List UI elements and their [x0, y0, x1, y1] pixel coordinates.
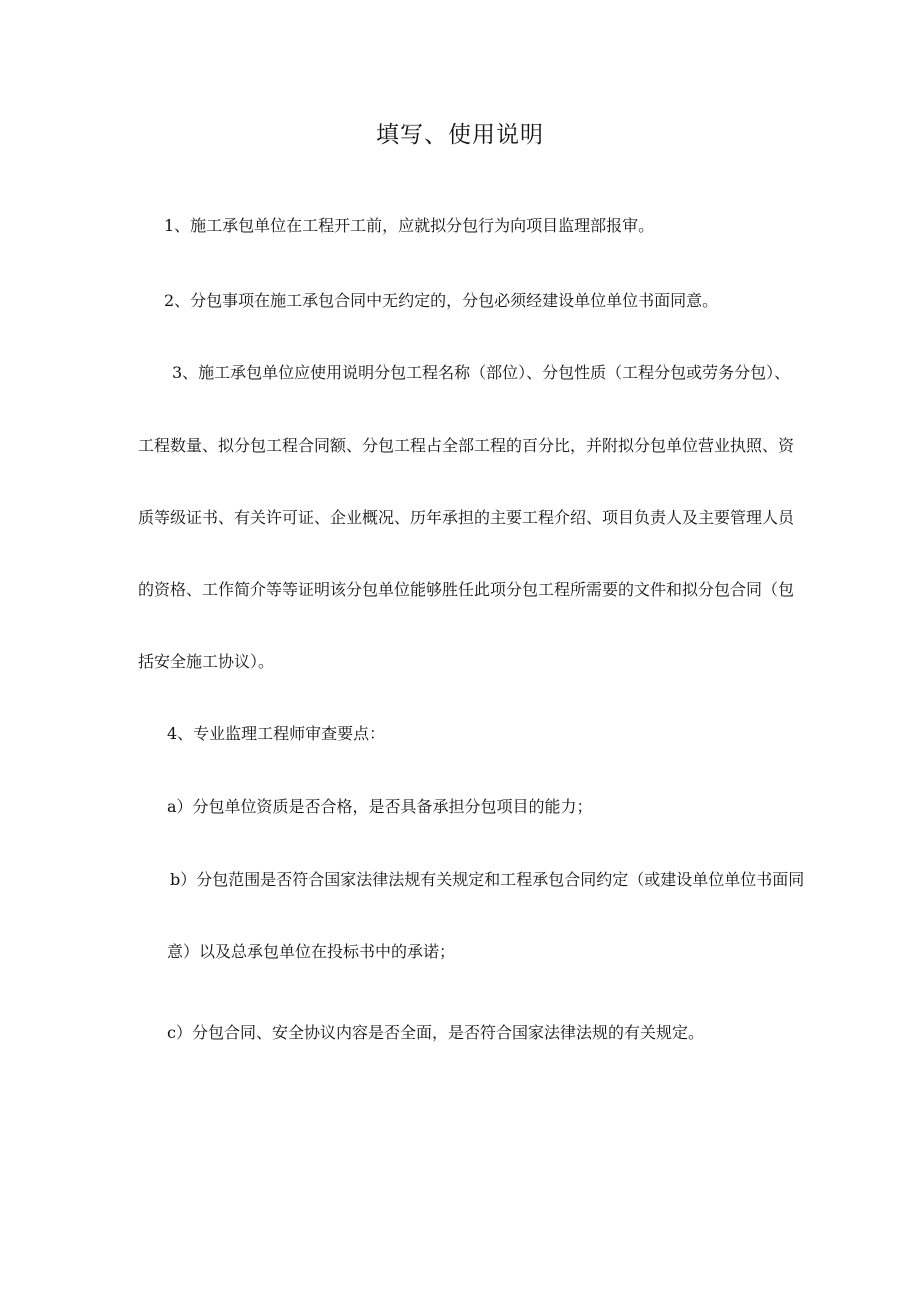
instruction-3-line-2: 工程数量、拟分包工程合同额、分包工程占全部工程的百分比，并附拟分包单位营业执照、资: [138, 436, 795, 455]
instruction-3-line-5: 括安全施工协议）。: [138, 652, 275, 671]
instruction-4-heading: 4、专业监理工程师审查要点：: [167, 724, 386, 743]
instruction-1: 1、施工承包单位在工程开工前，应就拟分包行为向项目监理部报审。: [164, 216, 655, 235]
instruction-3-line-1: 3、施工承包单位应使用说明分包工程名称（部位）、分包性质（工程分包或劳务分包）、: [172, 363, 791, 382]
review-point-b-line-1: b）分包范围是否符合国家法律法规有关规定和工程承包合同约定（或建设单位单位书面同: [170, 870, 805, 889]
instruction-3-line-3: 质等级证书、有关许可证、企业概况、历年承担的主要工程介绍、项目负责人及主要管理人员: [138, 508, 795, 527]
review-point-c: c）分包合同、安全协议内容是否全面，是否符合国家法律法规的有关规定。: [167, 1023, 704, 1042]
review-point-a: a）分包单位资质是否合格，是否具备承担分包项目的能力；: [167, 797, 593, 816]
instruction-2: 2、分包事项在施工承包合同中无约定的，分包必须经建设单位单位书面同意。: [164, 291, 719, 310]
review-point-b-line-2: 意）以及总承包单位在投标书中的承诺；: [167, 942, 456, 961]
page-title: 填写、使用说明: [376, 122, 544, 148]
instruction-3-line-4: 的资格、工作简介等等证明该分包单位能够胜任此项分包工程所需要的文件和拟分包合同（包: [138, 580, 795, 599]
